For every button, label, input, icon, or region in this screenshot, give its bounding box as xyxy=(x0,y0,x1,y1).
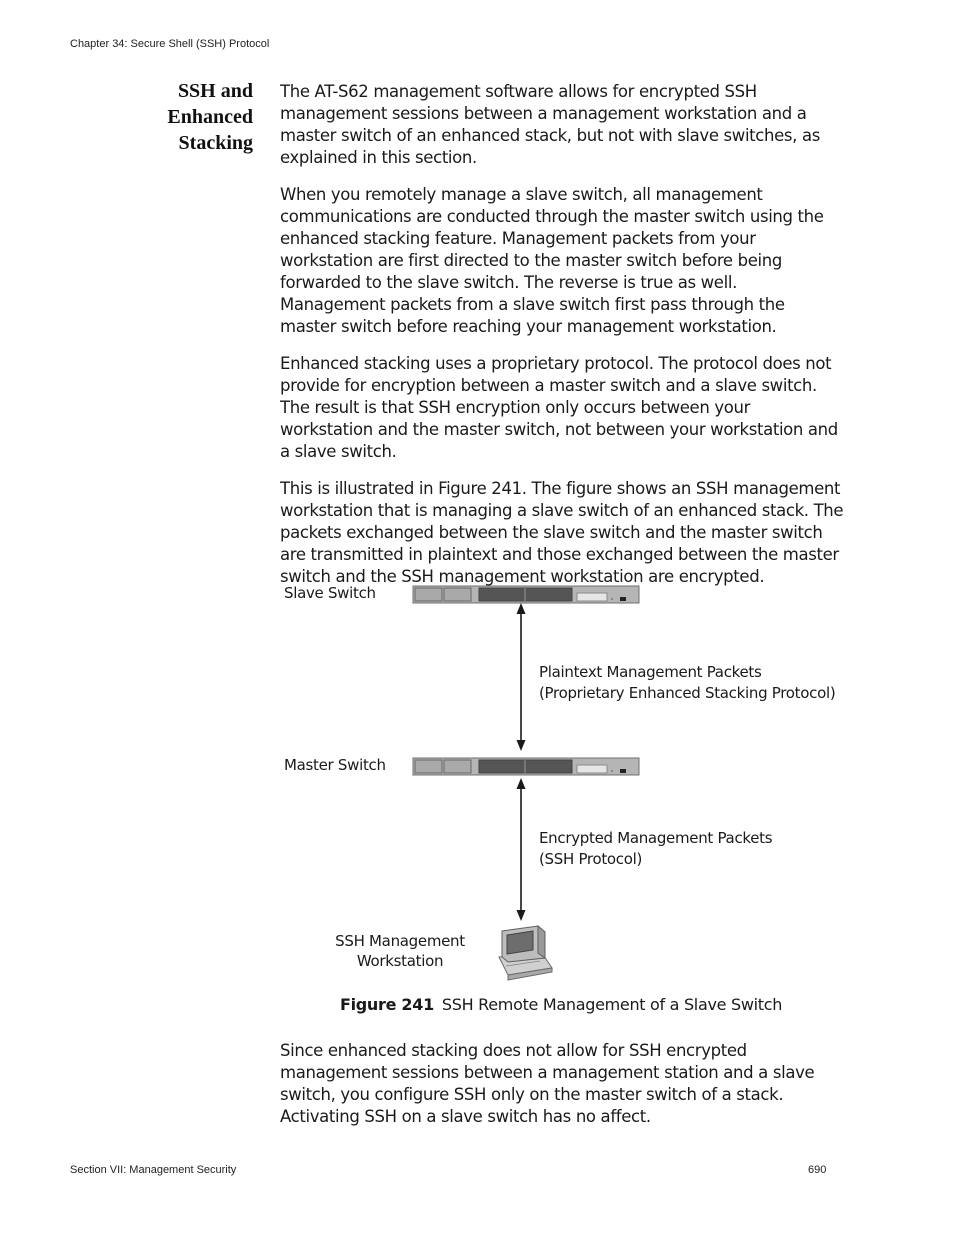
section-heading-line: Enhanced xyxy=(167,106,253,128)
slave-switch-icon xyxy=(413,586,639,603)
page-header: Chapter 34: Secure Shell (SSH) Protocol xyxy=(70,38,270,50)
paragraph: Since enhanced stacking does not allow for SSH encrypted management sessions between a management station and a slave switch, you configure SSH only on the master switch of a stack. Activating SSH on a slave switch has no affect. xyxy=(280,1041,815,1126)
closing-text xyxy=(280,1040,845,1143)
workstation-label-line1: SSH Management xyxy=(335,932,465,950)
master-switch-label: Master Switch xyxy=(284,756,386,774)
master-switch-icon xyxy=(413,758,639,775)
encrypted-label-line2: (SSH Protocol) xyxy=(539,850,643,868)
figure-caption-text: SSH Remote Management of a Slave Switch xyxy=(441,995,783,1014)
paragraph: When you remotely manage a slave switch, all management communications are conducted through the master switch using the enhanced stacking feature. Management packets from your workstation are first directed to the master switch before being forwarded to the slave switch. The reverse is true as well. Management packets from a slave switch first pass through the master switch before reaching your management workstation. xyxy=(280,185,824,336)
workstation-icon xyxy=(499,926,552,980)
page-footer-section: Section VII: Management Security xyxy=(70,1164,237,1176)
plaintext-label-line1: Plaintext Management Packets xyxy=(539,663,762,681)
plaintext-double-arrow-icon xyxy=(517,603,526,751)
plaintext-label-line2: (Proprietary Enhanced Stacking Protocol) xyxy=(539,684,836,702)
section-heading-line: SSH and xyxy=(177,80,253,102)
workstation-label-line2: Workstation xyxy=(356,952,444,970)
paragraph: The AT-S62 management software allows for encrypted SSH management sessions between a management workstation and a master switch of an enhanced stack, but not with slave switches, as explained in this section. xyxy=(280,82,820,167)
figure-caption xyxy=(0,995,954,1014)
figure-caption-number: Figure 241 xyxy=(339,995,434,1014)
paragraph: Enhanced stacking uses a proprietary protocol. The protocol does not provide for encryption between a master switch and a slave switch. The result is that SSH encryption only occurs between your workstation and the master switch, not between your workstation and a slave switch. xyxy=(280,354,838,461)
encrypted-label-line1: Encrypted Management Packets xyxy=(539,829,773,847)
slave-switch-label: Slave Switch xyxy=(284,584,376,602)
page-number: 690 xyxy=(808,1164,827,1176)
section-heading-line: Stacking xyxy=(178,132,253,154)
encrypted-double-arrow-icon xyxy=(517,778,526,921)
paragraph: This is illustrated in Figure 241. The figure shows an SSH management workstation that is managing a slave switch of an enhanced stack. The packets exchanged between the slave switch and the master switch are transmitted in plaintext and those exchanged between the master switch and the SSH management workstation are encrypted. xyxy=(280,479,844,586)
